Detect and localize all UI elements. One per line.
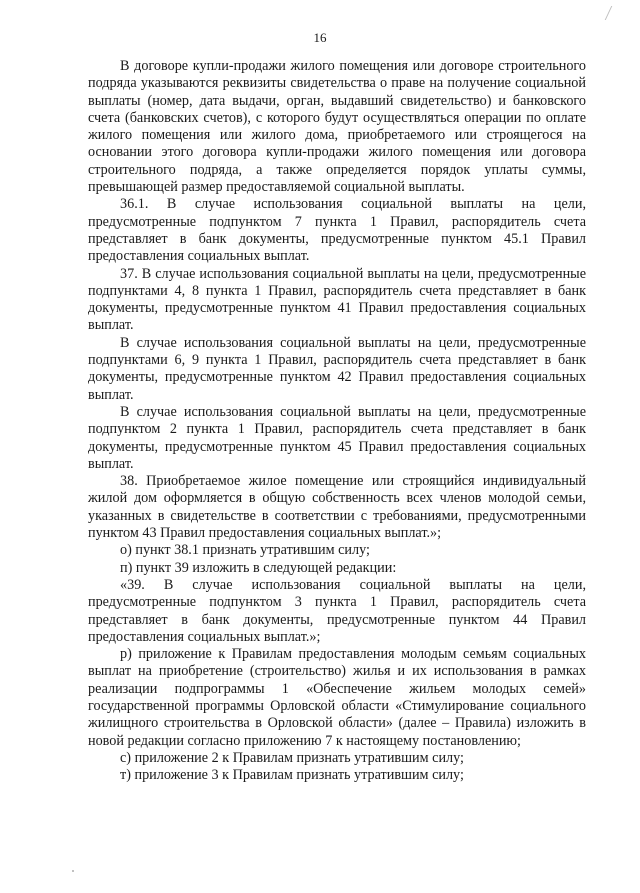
list-item-t: т) приложение 3 к Правилам признать утратившим силу; <box>120 767 464 784</box>
list-item-r: р) приложение к Правилам предоставления молодым семьям социальных выплат на приобретение (строительство) жилья и их использования в рамках реализации подпрограммы 1 «Обеспечение жильем молодых семей» государственной программы Орловской области «Стимулирование социального жилищного строительства в Орловской области» (далее – Правила) изложить в новой редакции согласно приложению 7 к настоящему постановлению; <box>88 646 586 749</box>
paragraph-37-case-6-9: В случае использования социальной выплаты на цели, предусмотренные подпунктами 6, 9 пункта 1 Правил, распорядитель счета представляет в банк документы, предусмотренные пунктом 42 Правил предоставления социальных выплат. <box>88 334 586 403</box>
paragraph-contract-details: В договоре купли-продажи жилого помещения или договоре строительного подряда указываются реквизиты свидетельства о праве на получение социальной выплаты (номер, дата выдачи, орган, выдавший свидетельство) и банковского счета (банковских счетов), с которого будут осуществляться операции по оплате жилого помещения или жилого дома, приобретаемого или строящегося на основании этого договора купли-продажи жилого помещения или договора строительного подряда, а также определяется порядок уплаты суммы, превышающей размер предоставляемой социальной выплаты. <box>88 58 586 196</box>
paragraph-37-case-2: В случае использования социальной выплаты на цели, предусмотренные подпунктом 2 пункта 1 Правил, распорядитель счета представляет в банк документы, предусмотренные пунктом 45 Правил предоставления социальных выплат. <box>88 403 586 472</box>
document-body <box>88 58 586 784</box>
paragraph-37: 37. В случае использования социальной выплаты на цели, предусмотренные подпунктами 4, 8 пункта 1 Правил, распорядитель счета представляет в банк документы, предусмотренные пунктом 41 Правил предоставления социальных выплат. <box>88 265 586 334</box>
list-item-p: п) пункт 39 изложить в следующей редакции: <box>120 559 397 576</box>
list-item-o: о) пункт 38.1 признать утратившим силу; <box>120 542 370 559</box>
scan-artifact-mark <box>595 6 613 20</box>
paragraph-38: 38. Приобретаемое жилое помещение или строящийся индивидуальный жилой дом оформляется в общую собственность всех членов молодой семьи, указанных в свидетельстве в соответствии с требованиями, предусмотренными пунктом 43 Правил предоставления социальных выплат.»; <box>88 473 586 542</box>
paragraph-39: «39. В случае использования социальной выплаты на цели, предусмотренные подпунктом 3 пункта 1 Правил, распорядитель счета представляет в банк документы, предусмотренные пунктом 44 Правил предоставления социальных выплат.»; <box>88 576 586 645</box>
scan-artifact-dot <box>72 870 74 872</box>
list-item-s: с) приложение 2 к Правилам признать утратившим силу; <box>120 749 464 766</box>
page-number: 16 <box>313 30 327 45</box>
paragraph-36-1: 36.1. В случае использования социальной выплаты на цели, предусмотренные подпунктом 7 пункта 1 Правил, распорядитель счета представляет в банк документы, предусмотренные пунктом 45.1 Правил предоставления социальных выплат. <box>88 196 586 265</box>
